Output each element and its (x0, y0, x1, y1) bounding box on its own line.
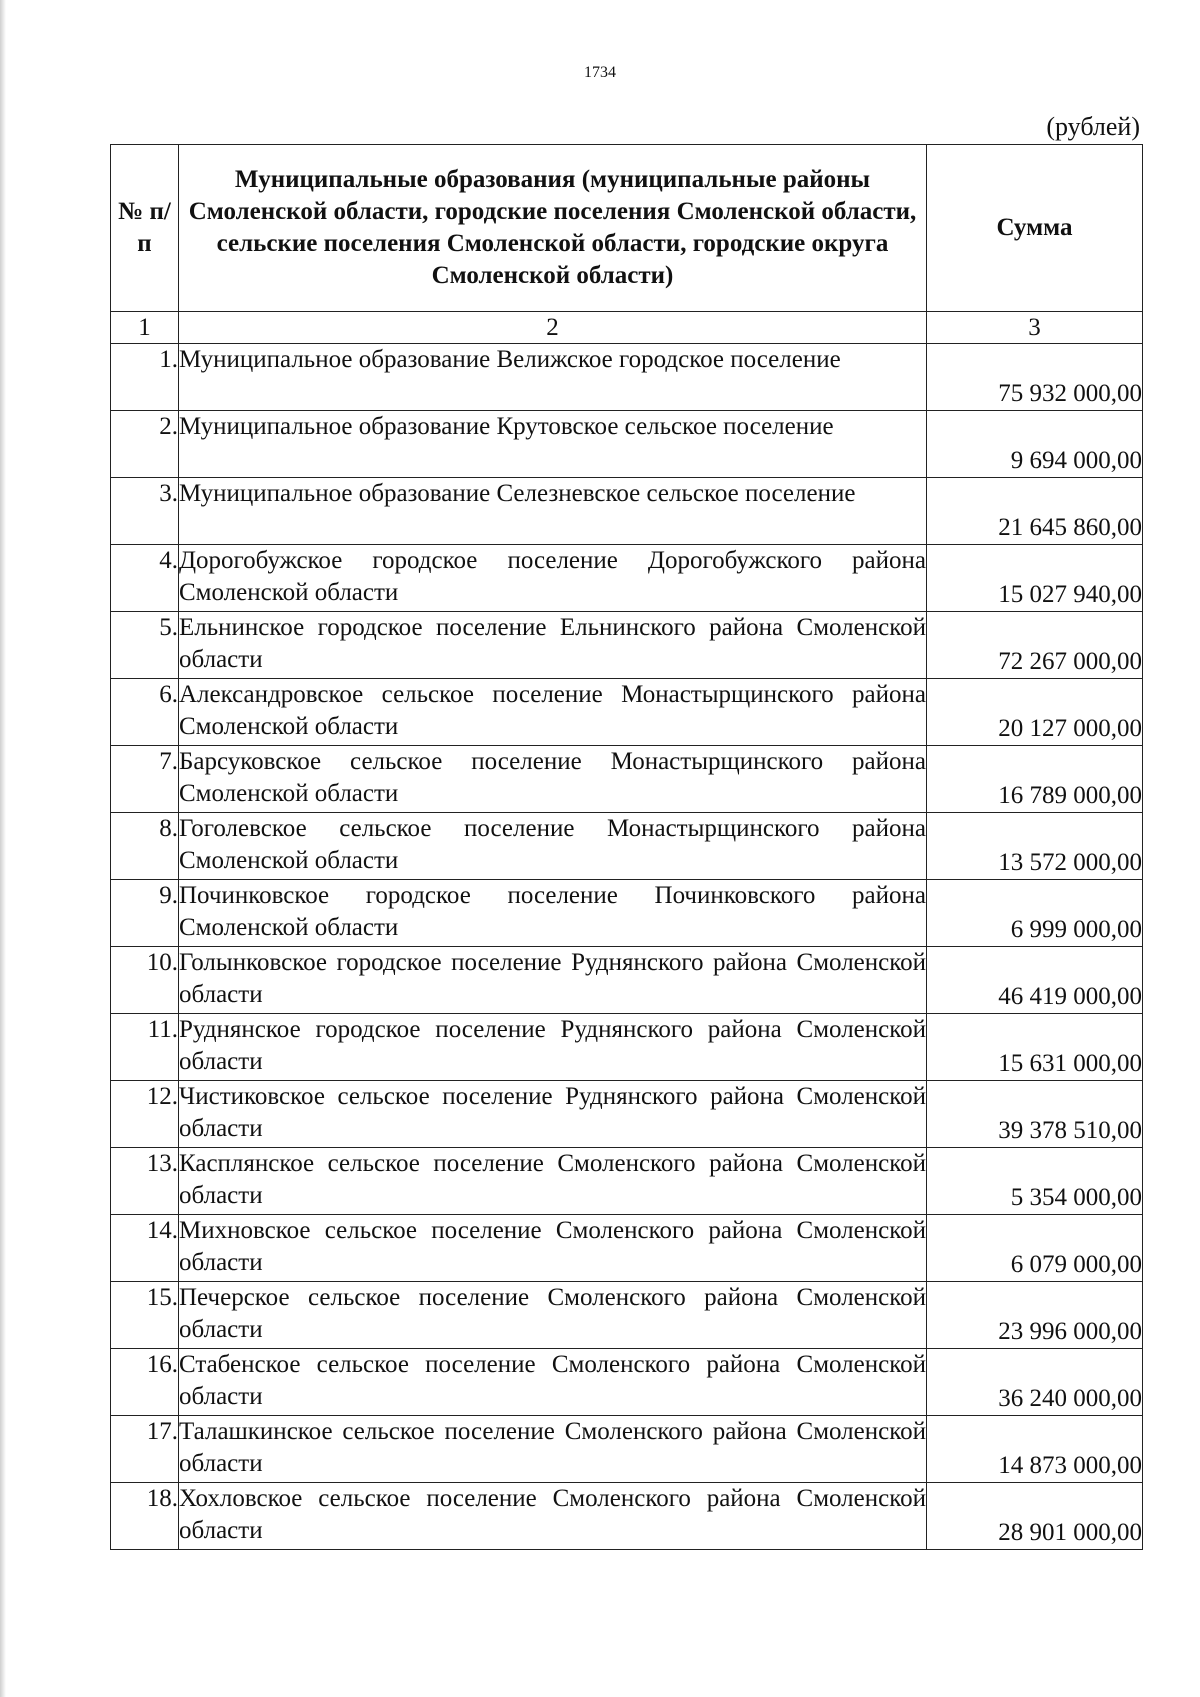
column-index: 2 (179, 312, 927, 344)
row-name: Михновское сельское поселение Смоленского района Смоленской области (179, 1215, 927, 1282)
row-sum: 6 999 000,00 (927, 880, 1143, 947)
table-row (111, 478, 1143, 545)
row-sum: 6 079 000,00 (927, 1215, 1143, 1282)
column-index-row (111, 312, 1143, 344)
table-row (111, 1148, 1143, 1215)
scan-edge-shadow (0, 0, 6, 1697)
row-number: 15. (111, 1282, 179, 1349)
row-name: Муниципальное образование Крутовское сельское поселение (179, 411, 927, 478)
row-sum: 15 027 940,00 (927, 545, 1143, 612)
table-row (111, 1081, 1143, 1148)
row-name: Ельнинское городское поселение Ельнинского района Смоленской области (179, 612, 927, 679)
row-name: Дорогобужское городское поселение Дорогобужского района Смоленской области (179, 545, 927, 612)
row-sum: 23 996 000,00 (927, 1282, 1143, 1349)
table-row (111, 813, 1143, 880)
row-name: Гоголевское сельское поселение Монастырщинского района Смоленской области (179, 813, 927, 880)
row-name: Стабенское сельское поселение Смоленского района Смоленской области (179, 1349, 927, 1416)
row-sum: 36 240 000,00 (927, 1349, 1143, 1416)
row-number: 7. (111, 746, 179, 813)
header-row (111, 145, 1143, 312)
table-row (111, 947, 1143, 1014)
row-name: Хохловское сельское поселение Смоленского района Смоленской области (179, 1483, 927, 1550)
table-row (111, 746, 1143, 813)
row-sum: 15 631 000,00 (927, 1014, 1143, 1081)
row-number: 11. (111, 1014, 179, 1081)
row-number: 10. (111, 947, 179, 1014)
row-sum: 39 378 510,00 (927, 1081, 1143, 1148)
row-sum: 21 645 860,00 (927, 478, 1143, 545)
unit-label: (рублей) (1046, 112, 1140, 141)
table-body (111, 145, 1143, 1550)
row-name: Чистиковское сельское поселение Руднянского района Смоленской области (179, 1081, 927, 1148)
row-number: 14. (111, 1215, 179, 1282)
row-name: Муниципальное образование Велижское городское поселение (179, 344, 927, 411)
table-row (111, 1282, 1143, 1349)
row-number: 9. (111, 880, 179, 947)
row-name: Барсуковское сельское поселение Монастырщинского района Смоленской области (179, 746, 927, 813)
row-sum: 5 354 000,00 (927, 1148, 1143, 1215)
row-number: 5. (111, 612, 179, 679)
row-number: 4. (111, 545, 179, 612)
row-number: 3. (111, 478, 179, 545)
row-name: Талашкинское сельское поселение Смоленского района Смоленской области (179, 1416, 927, 1483)
header-name: Муниципальные образования (муниципальные районы Смоленской области, городские поселения Смоленской области, сельские поселения Смоленской области, городские округа Смоленской области) (179, 145, 927, 312)
row-name: Печерское сельское поселение Смоленского района Смоленской области (179, 1282, 927, 1349)
table-row (111, 411, 1143, 478)
row-name: Починковское городское поселение Починковского района Смоленской области (179, 880, 927, 947)
table-row (111, 679, 1143, 746)
row-number: 8. (111, 813, 179, 880)
row-number: 2. (111, 411, 179, 478)
row-sum: 13 572 000,00 (927, 813, 1143, 880)
column-index: 3 (927, 312, 1143, 344)
row-name: Руднянское городское поселение Руднянского района Смоленской области (179, 1014, 927, 1081)
row-sum: 72 267 000,00 (927, 612, 1143, 679)
row-sum: 46 419 000,00 (927, 947, 1143, 1014)
table-row (111, 880, 1143, 947)
table-row (111, 1349, 1143, 1416)
row-number: 1. (111, 344, 179, 411)
row-sum: 28 901 000,00 (927, 1483, 1143, 1550)
table-row (111, 545, 1143, 612)
header-sum: Сумма (927, 145, 1143, 312)
row-sum: 20 127 000,00 (927, 679, 1143, 746)
row-sum: 9 694 000,00 (927, 411, 1143, 478)
table-row (111, 344, 1143, 411)
row-sum: 14 873 000,00 (927, 1416, 1143, 1483)
row-number: 17. (111, 1416, 179, 1483)
row-sum: 75 932 000,00 (927, 344, 1143, 411)
row-number: 6. (111, 679, 179, 746)
row-sum: 16 789 000,00 (927, 746, 1143, 813)
table-row (111, 1483, 1143, 1550)
table-row (111, 1215, 1143, 1282)
page-number: 1734 (584, 64, 616, 81)
row-name: Касплянское сельское поселение Смоленского района Смоленской области (179, 1148, 927, 1215)
table-row (111, 612, 1143, 679)
row-name: Голынковское городское поселение Руднянского района Смоленской области (179, 947, 927, 1014)
table-row (111, 1014, 1143, 1081)
table-row (111, 1416, 1143, 1483)
row-number: 16. (111, 1349, 179, 1416)
row-name: Александровское сельское поселение Монастырщинского района Смоленской области (179, 679, 927, 746)
row-number: 18. (111, 1483, 179, 1550)
column-index: 1 (111, 312, 179, 344)
row-number: 13. (111, 1148, 179, 1215)
row-name: Муниципальное образование Селезневское сельское поселение (179, 478, 927, 545)
row-number: 12. (111, 1081, 179, 1148)
header-num: № п/п (111, 145, 179, 312)
allocation-table (110, 144, 1143, 1550)
